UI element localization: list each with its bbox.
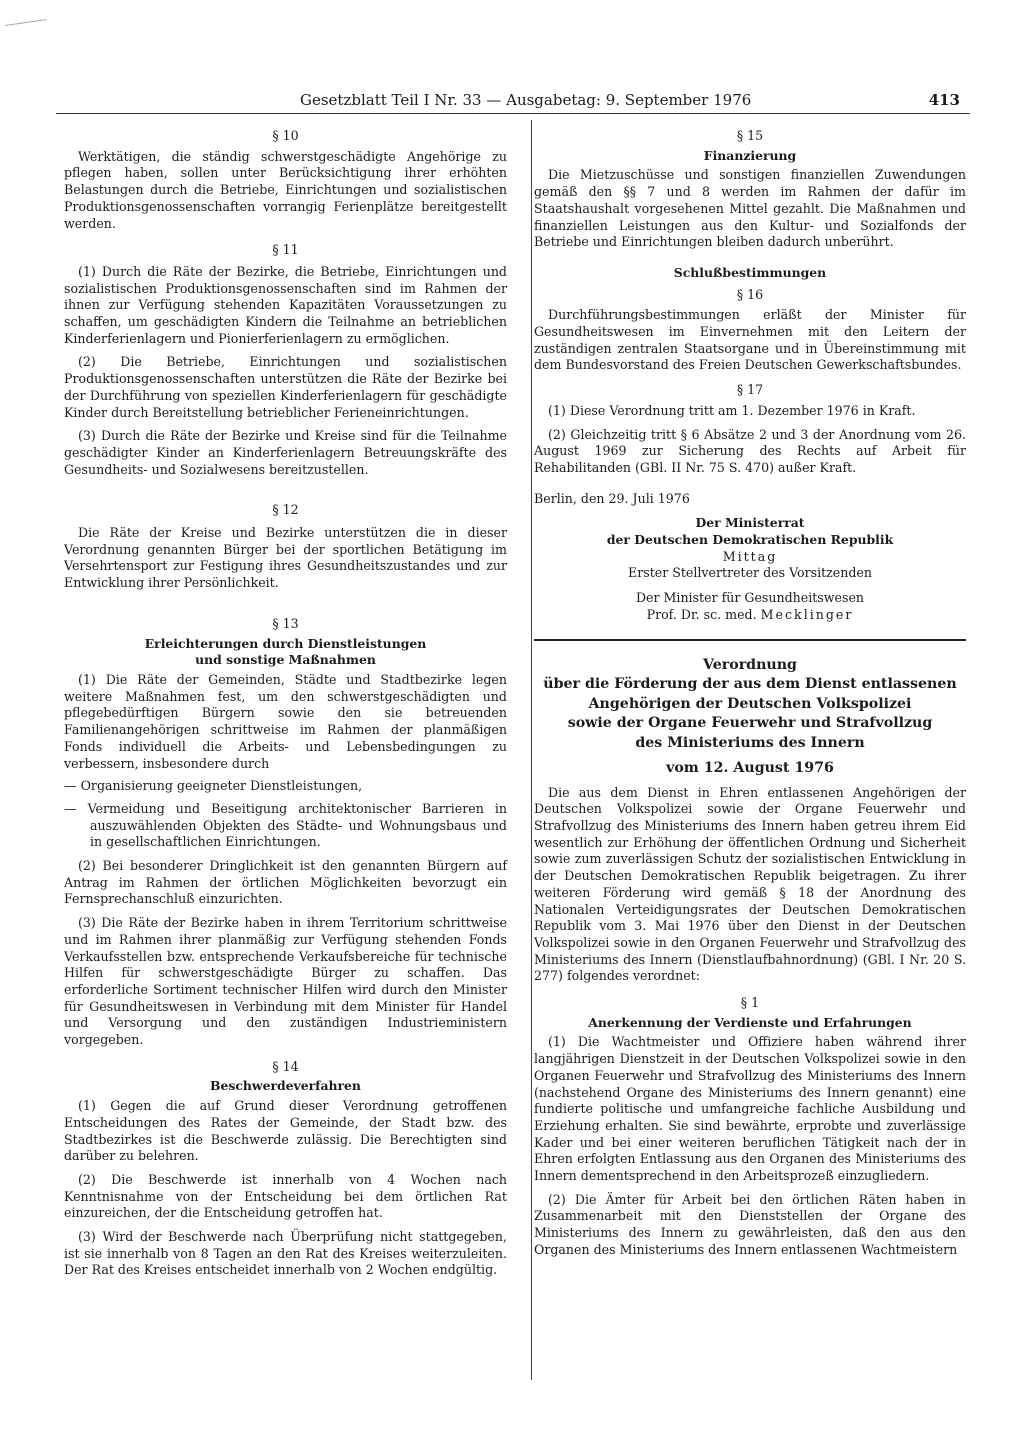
- section-title: § 13: [272, 615, 299, 631]
- ordinance-title: sowie der Organe Feuerwehr und Strafvollzug: [567, 715, 933, 732]
- paragraph: (2) Gleichzeitig tritt § 6 Absätze 2 und 3 der Anordnung vom 26. August 1969 zur Sicherung des Rechts auf Arbeit für Rehabilitanden (GBl. II Nr. 75 S. 470) außer Kraft.: [534, 426, 966, 475]
- left-column: [64, 128, 507, 1279]
- page-header: [300, 90, 990, 112]
- section-title: § 15: [736, 128, 764, 143]
- paragraph: Werktätigen, die ständig schwerstgeschädigte Angehörige zu pflegen haben, sollen unter Berücksichtigung ihrer erhöhten Belastungen durch die Betriebe, Einrichtungen und sozialistischen Produktionsgenossenschaften vorrangig Ferienplätze bereitgestellt werden.: [64, 148, 507, 231]
- paragraph: (2) Die Beschwerde ist innerhalb von 4 Wochen nach Kenntnisnahme von der Entscheidung bei dem örtlichen Rat einzureichen, der die Entscheidung getroffen hat.: [64, 1171, 507, 1221]
- section-heading: Erleichterungen durch Dienstleistungen: [144, 635, 427, 651]
- ordinance-date: vom 12. August 1976: [666, 760, 834, 777]
- paragraph: (2) Bei besonderer Dringlichkeit ist den genannten Bürgern auf Antrag im Rahmen der örtlichen Möglichkeiten bevorzugt ein Fernsprechanschluß einzurichten.: [64, 858, 507, 907]
- paragraph: (3) Wird der Beschwerde nach Überprüfung nicht stattgegeben, ist sie innerhalb von 8 Tagen an den Rat des Kreises weiterzuleiten. Der Rat des Kreises entscheidet innerhalb von 2 Wochen endgültig.: [64, 1229, 507, 1278]
- paragraph: (2) Die Ämter für Arbeit bei den örtlichen Räten haben in Zusammenarbeit mit den Dienststellen der Organe des Ministeriums des Innern zu gewährleisten, daß den aus den Organen des Ministeriums des Innern entlassenen Wachtmeistern: [534, 1191, 966, 1257]
- ordinance-title: über die Förderung der aus dem Dienst entlassenen: [543, 676, 957, 693]
- page-number: 413: [928, 91, 960, 109]
- header-rule: [56, 113, 970, 114]
- section-title: § 16: [736, 286, 764, 302]
- paragraph: (1) Gegen die auf Grund dieser Verordnung getroffenen Entscheidungen des Rates der Gemeinde, der Stadt bzw. des Stadtbezirkes ist die Beschwerde zulässig. Die Berechtigten sind darüber zu belehren.: [64, 1098, 507, 1164]
- paragraph: (1) Durch die Räte der Bezirke, die Betriebe, Einrichtungen und sozialistischen Produktionsgenossenschaften sind im Rahmen der ihnen zur Verfügung stehenden Kapazitäten Voraussetzungen zu schaffen, um geschädigten Kindern die Teilnahme an betrieblichen Kinderferienlagern und Pionierferienlagern zu ermöglichen.: [64, 263, 507, 346]
- signature-line: [534, 607, 966, 624]
- paragraph: (3) Die Räte der Bezirke haben in ihrem Territorium schrittweise und im Rahmen ihrer planmäßig zur Verfügung stehenden Fonds Verkaufsstellen bzw. entsprechende Verkaufsbereiche für technische Hilfen für schwerstgeschädigte Bürger zu schaffen. Das erforderliche Sortiment technischer Hilfen wird durch den Minister für Gesundheitswesen in Verbindung mit dem Minister für Handel und Versorgung und den zuständigen Industrieministern vorgegeben.: [64, 915, 507, 1048]
- signature-role: Erster Stellvertreter des Vorsitzenden: [628, 565, 872, 581]
- header-title: Gesetzblatt Teil I Nr. 33 — Ausgabetag: 9. September 1976: [300, 91, 752, 109]
- right-column: [534, 128, 966, 1259]
- signature-name: Mittag: [722, 548, 778, 564]
- signature-org: der Deutschen Demokratischen Republik: [606, 532, 894, 548]
- list-item: — Organisierung geeigneter Dienstleistungen,: [64, 778, 363, 794]
- section-title: § 12: [272, 502, 299, 518]
- section-title: § 17: [736, 382, 764, 398]
- section-title: § 1: [740, 995, 760, 1011]
- section-divider: [534, 639, 966, 641]
- paragraph: Durchführungsbestimmungen erläßt der Minister für Gesundheitswesen im Einvernehmen mit den Leitern der zuständigen zentralen Staatsorgane und in Übereinstimmung mit dem Bundesvorstand des Freien Deutschen Gewerkschaftsbundes.: [534, 307, 966, 373]
- signature-title: Prof. Dr. sc. med.: [646, 606, 757, 622]
- list-item: — Vermeidung und Beseitigung architektonischer Barrieren in auszuwählenden Objekten des Städte- und Wohnungsbaus und in gesellschaftlichen Einrichtungen.: [64, 800, 507, 850]
- scan-mark: [5, 19, 48, 32]
- ordinance-title: des Ministeriums des Innern: [635, 734, 865, 751]
- paragraph: (3) Durch die Räte der Bezirke und Kreise sind für die Teilnahme geschädigter Kinder an Kinderferienlagern Betreuungskräfte des Gesundheits- und Sozialwesens bereitzustellen.: [64, 428, 507, 477]
- date-line: Berlin, den 29. Juli 1976: [534, 490, 690, 506]
- section-heading: Beschwerdeverfahren: [210, 1078, 361, 1094]
- signature-org: Der Ministerrat: [695, 515, 805, 531]
- ordinance-title: Verordnung: [703, 656, 797, 673]
- section-title: § 11: [272, 242, 299, 258]
- paragraph: (1) Die Räte der Gemeinden, Städte und Stadtbezirke legen weitere Maßnahmen fest, um den schwerstgeschädigten und pflegebedürftigen Bürgern sowie den sie betreuenden Familienangehörigen schrittweise im Rahmen der planmäßigen Fonds individuell die Arbeits- und Lebensbedingungen zu verbessern, insbesondere durch: [64, 671, 507, 771]
- paragraph: Die Räte der Kreise und Bezirke unterstützen die in dieser Verordnung genannten Bürger bei der sportlichen Betätigung im Versehrtensport zur Festigung ihres Gesundheitszustandes und zur Entwicklung ihrer Persönlichkeit.: [64, 525, 507, 591]
- column-divider: [531, 120, 532, 1380]
- section-heading: Schlußbestimmungen: [673, 264, 827, 280]
- paragraph: (2) Die Betriebe, Einrichtungen und sozialistischen Produktionsgenossenschaften unterstützen die Räte der Bezirke bei der Durchführung von speziellen Kinderferienlagern für geschädigte Kinder durch Bereitstellung betrieblicher Ferieneinrichtungen.: [64, 354, 507, 420]
- signature-name: Mecklinger: [760, 606, 854, 622]
- section-heading: Finanzierung: [703, 147, 797, 163]
- section-title: § 10: [272, 128, 299, 143]
- ordinance-title: Angehörigen der Deutschen Volkspolizei: [588, 695, 912, 712]
- section-heading: und sonstige Maßnahmen: [195, 652, 376, 668]
- paragraph: (1) Diese Verordnung tritt am 1. Dezember 1976 in Kraft.: [548, 402, 916, 418]
- section-heading: Anerkennung der Verdienste und Erfahrungen: [588, 1014, 912, 1030]
- paragraph: Die Mietzuschüsse und sonstigen finanziellen Zuwendungen gemäß den §§ 7 und 8 werden im Rahmen der dafür im Staatshaushalt vorgesehenen Mittel gezahlt. Die Maßnahmen und finanziellen Leistungen aus den Kultur- und Sozialfonds der Betriebe und Einrichtungen bleiben dadurch unberührt.: [534, 167, 966, 250]
- signature-role: Der Minister für Gesundheitswesen: [635, 590, 865, 606]
- paragraph: (1) Die Wachtmeister und Offiziere haben während ihrer langjährigen Dienstzeit in der Deutschen Volkspolizei sowie in den Organen Feuerwehr und Strafvollzug des Ministeriums des Innern (nachstehend Organe des Ministeriums des Innern genannt) eine fundierte politische und umfangreiche fachliche Ausbildung und Erziehung erhalten. Sie sind bewährte, erprobte und zuverlässige Kader und bei einer weiteren beruflichen Tätigkeit nach der in Ehren erfolgten Entlassung aus den Organen des Ministeriums des Innern dementsprechend in den Arbeitsprozeß einzugliedern.: [534, 1034, 966, 1184]
- paragraph: Die aus dem Dienst in Ehren entlassenen Angehörigen der Deutschen Volkspolizei sowie der Organe Feuerwehr und Strafvollzug des Ministeriums des Innern haben getreu ihrem Eid wesentlich zur Erhöhung der öffentlichen Ordnung und Sicherheit sowie zum zuverlässigen Schutz der sozialistischen Entwicklung in der Deutschen Demokratischen Republik beigetragen. Zu ihrer weiteren Förderung wird gemäß § 18 der Anordnung des Nationalen Verteidigungsrates der Deutschen Demokratischen Republik vom 3. Mai 1976 über den Dienst in der Deutschen Volkspolizei sowie in den Organen Feuerwehr und Strafvollzug des Ministeriums des Innern (Dienstlaufbahnordnung) (GBl. I Nr. 20 S. 277) folgendes verordnet:: [534, 784, 966, 984]
- section-title: § 14: [272, 1058, 299, 1074]
